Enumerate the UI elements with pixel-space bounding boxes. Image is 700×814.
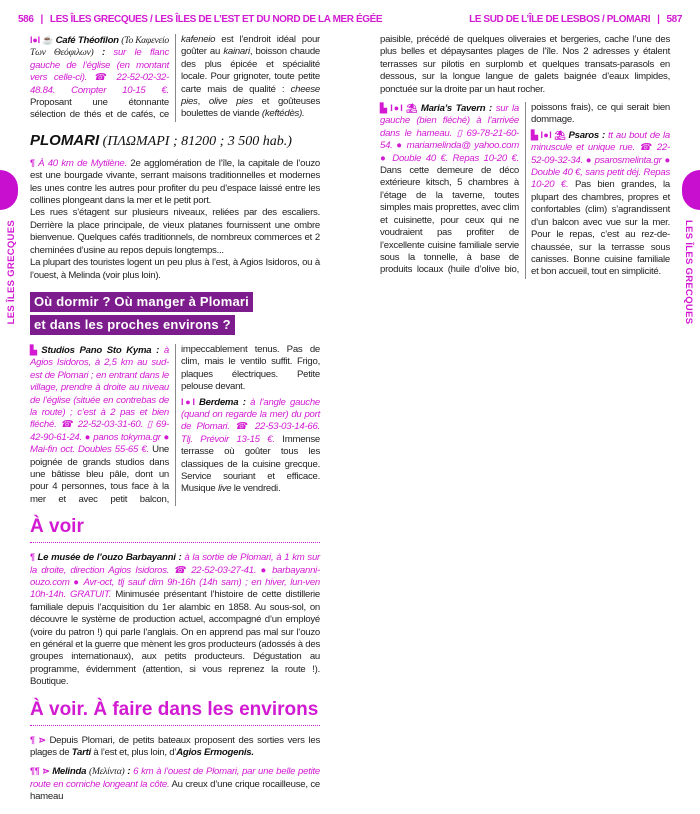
running-header: 586 | LES ÎLES GRECQUES / LES ÎLES DE L’EST ET DU NORD DE LA MER ÉGÉE — [18, 14, 383, 25]
category-icon: ¶ — [30, 552, 38, 563]
text-segment: Psaros : — [568, 129, 608, 141]
text-segment: : — [124, 766, 134, 778]
text-segment: (Το Καφενείο Των Θεόφιλων) — [30, 35, 169, 59]
text-segment: Une poignée de grands studios dans une bâtisse bleu pâle, dont un pour 4 personnes, tous face à la mer et avec petit balcon, impeccablement tenus. Pas de clim, mais le ventilo suffit. Frigo, plaques électriques. Petite pelouse devant. — [30, 343, 320, 505]
sleep-eat-listings — [30, 344, 320, 506]
practical-info: tt au bout de la minuscule et unique rue. ☎ 22-52-09-32-34. ● psarosmelinta.gr ● Double 40 €, sans petit déj. Repas 10-20 €. — [531, 129, 670, 191]
text-segment: kainari — [223, 46, 250, 58]
category-icon: ¶¶ ⋗ — [30, 766, 53, 777]
category-icon: I●I — [181, 396, 199, 407]
category-icon: ¶ ⋗ — [30, 734, 50, 745]
text-segment: kafeneio — [181, 34, 216, 45]
running-header: LE SUD DE L’ÎLE DE LESBOS / PLOMARI | 587 — [469, 14, 682, 25]
text-segment: cheese pies — [181, 83, 320, 108]
text-segment: (keftédès). — [261, 108, 305, 120]
text-segment: Studios Pano Sto Kyma : — [41, 344, 164, 356]
entry-break — [531, 127, 670, 129]
text-segment: (Μελίντα) — [89, 766, 125, 778]
heading-line-1: Où dormir ? Où manger à Plomari — [30, 292, 253, 312]
practical-info: sur la gauche (bien fléché) à l’arrivée dans le hameau. ▯ 69-78-21-60-54. ● mariamelinda@ yahoo.com ● Double 40 €. Repas 10-20 €. — [380, 103, 519, 164]
practical-info: à l’angle gauche (quand on regarde la mer) du port de Plomari. ☎ 22-53-03-14-66. Tlj. Prévoir 13-15 €. — [181, 396, 320, 445]
category-icon: ▙ — [30, 344, 42, 355]
text-segment: Maria’s Tavern : — [420, 103, 496, 115]
heading-line-2: et dans les proches environs ? — [30, 315, 235, 335]
category-icon: ¶ — [30, 157, 39, 168]
text-segment: : — [93, 47, 114, 59]
right-page — [350, 0, 700, 325]
category-icon: ▙ I●I ⛱ — [531, 129, 569, 140]
boats-entry — [30, 734, 320, 760]
practical-info: sur le flanc gauche de l’église (en montant vers celle-ci). ☎ 22-52-02-32-48.84. Compter 10-15 €. — [30, 47, 169, 96]
page-number: 586 — [18, 14, 34, 25]
category-icon: ▙ I●I ⛱ — [380, 103, 421, 114]
chapter-tab-marker — [682, 170, 700, 210]
cafe-theofilon-entry — [30, 34, 320, 122]
text-segment: 2e agglomération de l’île, la capitale de l’ouzo est une bourgade vivante, serrant maisons traditionnelles et modernes les unes contre les autres pour profiter du peu d’espace laissé entre les collines plongeant dans la mer et le petit port. — [30, 157, 320, 207]
header-title: LE SUD DE L’ÎLE DE LESBOS / PLOMARI — [469, 14, 651, 25]
text-segment: Café Théofilon — [55, 35, 122, 46]
page-number: 587 — [666, 14, 682, 25]
text-segment: à l’est et, plus loin, d’ — [90, 747, 177, 759]
intro-paragraph — [30, 157, 320, 208]
melinda-entry — [30, 765, 320, 803]
text-segment: Melinda — [52, 766, 90, 778]
left-page-content — [30, 34, 320, 804]
text-segment: Pas bien grandes, la plupart des chambres, propres et confortables (clim) s’agrandissent d’un balcon avec vue sur la mer. Pour le repas, c’est au rez-de-chaussée, sur la terrasse sous canisses. Bonne cuisine familiale et bon accueil, tout en simplicité. — [531, 179, 670, 278]
text-segment: et goûteuses boulettes de viande — [181, 96, 320, 120]
right-page-content — [380, 34, 670, 279]
text-segment: live — [217, 483, 232, 495]
text-segment: est l’endroit idéal pour goûter au — [181, 34, 320, 58]
melinda-continued: paisible, précédé de quelques oliveraies et bergeries, cache l’une des plus belles et dépaysantes plages de l’île. Nos 2 adresses y étalent terrasses sur pilotis en surplomb et quelques transats-parasols en dessous, sur la longue langue de galets baignée d’eaux limpides, ponctuée sur la droite par un haut rocher. — [380, 34, 670, 95]
header-title: LES ÎLES GRECQUES / LES ÎLES DE L’EST ET DU NORD DE LA MER ÉGÉE — [49, 14, 383, 25]
chapter-tab-marker — [0, 170, 18, 210]
text-segment: Au creux d’une crique rocailleuse, ce hameau — [30, 778, 320, 803]
town-subtitle: (ΠΛΩΜΑΡΙ ; 81200 ; 3 500 hab.) — [99, 133, 292, 149]
text-segment: Minimusée présentant l’histoire de cette distillerie familiale depuis l’acquisition du 1er alambic en 1858. Au sous-sol, on découvre le système de production actuel, accompagné d’un employé (voire du patron !) qui parle l’anglais. On en apprend pas mal sur l’ouzo en général et la guerre que mènent les gros producteurs (adossés à des groupes internationaux), aux petits producteurs. Dégustation au programme, évidemment (attention, si vous reprenez la route !). Boutique. — [30, 589, 321, 688]
text-segment: le vendredi. — [231, 483, 281, 495]
text-segment: Berdema : — [198, 396, 251, 408]
text-segment: Le musée de l’ouzo Barbayanni : — [37, 552, 185, 564]
melinda-addresses — [380, 102, 670, 279]
side-tab-label: LES ÎLES GRECQUES — [6, 220, 17, 325]
text-segment: Proposant une étonnante sélection de thés et de cafés, ce — [30, 97, 169, 121]
text-segment: Depuis Plomari, de petits bateaux proposent des sorties vers les plages de — [30, 734, 320, 759]
text-segment: Agios Ermogenis. — [176, 747, 254, 759]
intro-paragraph-2: Les rues s’étagent sur plusieurs niveaux, reliées par des escaliers. Derrière la place principale, de vieux platanes fournissent une ombre bienvenue. Quelques cafés traditionnels, de nombreux commerces et 2 cheminées d’usine au repos depuis longtemps... — [30, 207, 320, 256]
section-heading-environs: À voir. À faire dans les environs — [30, 699, 320, 726]
text-segment: Dans cette demeure de déco extérieure kitsch, 5 chambres à l’étage de la taverne, toutes simples mais proprettes, avec clim et cuisinette, pour ceux qui ne voudraient pas profiter de l’excellente cuisine familiale servie sous la tonnelle, à base de produits locaux (huile d’olive bio, poissons frais), ce qui serait bien dommage. — [380, 102, 670, 276]
practical-info: 6 km à l’ouest de Plomari, par une belle petite route en corniche longeant la côte. — [30, 766, 320, 790]
text-segment: , — [197, 96, 209, 108]
practical-info: À 40 km de Mytilène. — [38, 157, 127, 169]
text-segment: Tarti — [71, 747, 91, 759]
section-heading-a-voir: À voir — [30, 516, 320, 543]
text-segment: olive pies — [208, 96, 253, 108]
town-name: PLOMARI — [30, 131, 100, 149]
text-segment: Immense terrasse où goûter tous les classiques de la cuisine grecque. Service souriant et efficace. Musique — [181, 433, 321, 495]
side-tab-label: LES ÎLES GRECQUES — [683, 220, 694, 325]
museum-entry — [30, 551, 320, 688]
intro-paragraph-3: La plupart des touristes logent un peu plus à l’est, à Agios Isidoros, ou à l’ouest, à Melinda (voir plus loin). — [30, 257, 320, 281]
entry-break — [181, 394, 320, 396]
practical-info: à Agios Isidoros, à 2,5 km au sud-est de Plomari ; en entrant dans le village, prendre à droite au niveau de l’église (située en contrebas de la route) ; c’est à 2 pas et bien fléché. ☎ 22-52-03-31-60. ▯ 69-42-90-61-24. ● panos tokyma.gr ● Mai-fin oct. Doubles 55-65 €. — [30, 344, 169, 456]
town-intro — [30, 157, 320, 282]
town-title — [30, 132, 320, 151]
text-segment: , boisson chaude des plus épicée et spécialité locale. Pour grignoter, toute petite carte mais de qualité : — [181, 46, 320, 95]
practical-info: à la sortie de Plomari, à 1 km sur la droite, direction Agios Isidoros. ☎ 22-52-03-27-41. ● barbayanni-ouzo.com ● Avr-oct, tlj sauf dim 9h-16h (14h sam) ; en hiver, lun-ven 10h-14h. GRATUIT. — [30, 552, 321, 601]
category-icon: I●I ☕ — [30, 35, 56, 45]
sleep-eat-heading — [30, 292, 320, 338]
